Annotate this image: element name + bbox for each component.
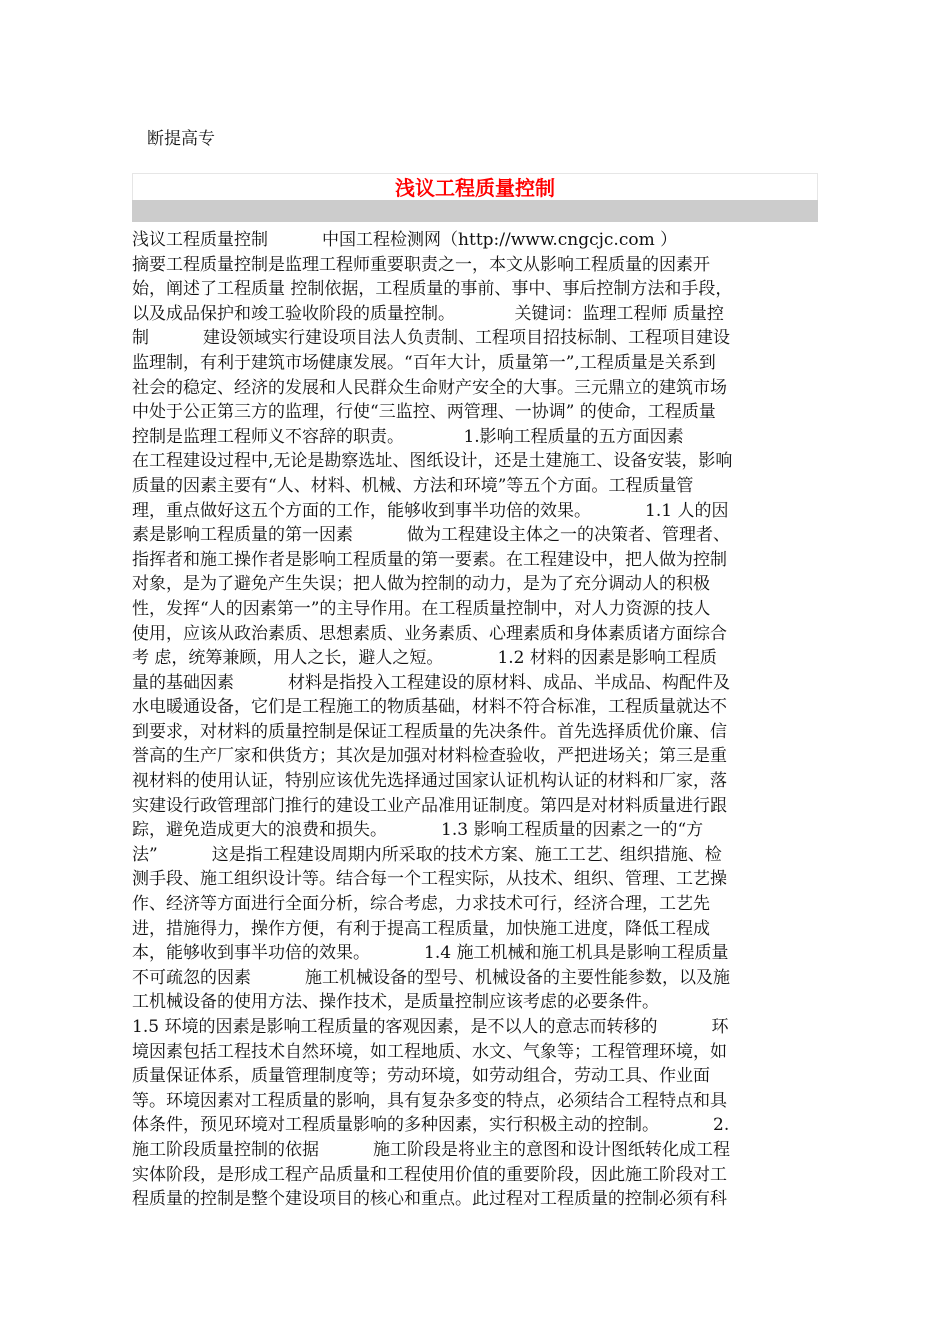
article-line: 质量保证体系，质量管理制度等；劳动环境，如劳动组合，劳动工具、作业面 — [132, 1066, 710, 1087]
article-line: 理，重点做好这五个方面的工作，能够收到事半功倍的效果。 1.1 人的因 — [132, 500, 729, 521]
article-line: 性，发挥“人的因素第一”的主导作用。在工程质量控制中，对人力资源的技人 — [132, 598, 711, 619]
article-line: 踪，避免造成更大的浪费和损失。 1.3 影响工程质量的因素之一的“方 — [132, 820, 704, 841]
article-title-box — [132, 173, 818, 201]
article-line: 到要求，对材料的质量控制是保证工程质量的先决条件。首先选择质优价廉、信 — [132, 721, 727, 742]
article-line: 社会的稳定、经济的发展和人民群众生命财产安全的大事。三元鼎立的建筑市场 — [132, 377, 727, 398]
article-line: 体条件，预见环境对工程质量影响的多种因素，实行积极主动的控制。 2. — [132, 1115, 730, 1136]
article-line: 水电暖通设备，它们是工程施工的物质基础，材料不符合标准，工程质量就达不 — [132, 697, 727, 718]
article-line: 指挥者和施工操作者是影响工程质量的第一要素。在工程建设中，把人做为控制 — [132, 549, 727, 570]
article-line: 程质量的控制是整个建设项目的核心和重点。此过程对工程质量的控制必须有科 — [132, 1189, 727, 1210]
article-line: 对象，是为了避免产生失误；把人做为控制的动力，是为了充分调动人的积极 — [132, 574, 710, 595]
article-line: 摘要工程质量控制是监理工程师重要职责之一，本文从影响工程质量的因素开 — [132, 254, 710, 275]
article-line: 量的基础因素 材料是指投入工程建设的原材料、成品、半成品、构配件及 — [132, 672, 731, 693]
article-line: 不可疏忽的因素 施工机械设备的型号、机械设备的主要性能参数，以及施 — [132, 967, 731, 988]
article-line: 作、经济等方面进行全面分析，综合考虑，力求技术可行，经济合理，工艺先 — [132, 894, 710, 915]
article-line: 以及成品保护和竣工验收阶段的质量控制。 关键词：监理工程师 质量控 — [132, 303, 724, 324]
article-line: 实体阶段，是形成工程产品质量和工程使用价值的重要阶段，因此施工阶段对工 — [132, 1164, 727, 1185]
article-line: 始，阐述了工程质量 控制依据，工程质量的事前、事中、事后控制方法和手段， — [132, 279, 733, 300]
article-line: 法” 这是指工程建设周期内所采取的技术方案、施工工艺、组织措施、检 — [132, 844, 722, 865]
article-line: 测手段、施工组织设计等。结合每一个工程实际，从技术、组织、管理、工艺操 — [132, 869, 727, 890]
article-line: 实建设行政管理部门推行的建设工业产品准用证制度。第四是对材料质量进行跟 — [132, 795, 727, 816]
article-line: 使用，应该从政治素质、思想素质、业务素质、心理素质和身体素质诸方面综合 — [132, 623, 727, 644]
article-body — [132, 228, 818, 1212]
article-line: 进，措施得力，操作方便，有利于提高工程质量，加快施工进度，降低工程成 — [132, 918, 710, 939]
article-line: 视材料的使用认证，特别应该优先选择通过国家认证机构认证的材料和厂家，落 — [132, 771, 727, 792]
article-line: 誉高的生产厂家和供货方；其次是加强对材料检查验收，严把进场关；第三是重 — [132, 746, 727, 767]
article-line: 在工程建设过程中,无论是勘察选址、图纸设计，还是土建施工、设备安装，影响 — [132, 451, 733, 472]
article-line: 1.5 环境的因素是影响工程质量的客观因素，是不以人的意志而转移的 环 — [132, 1017, 729, 1037]
article-line: 工机械设备的使用方法、操作技术，是质量控制应该考虑的必要条件。 — [132, 992, 659, 1013]
article-line: 考 虑，统筹兼顾，用人之长，避人之短。 1.2 材料的因素是影响工程质 — [132, 648, 717, 669]
article-line: 素是影响工程质量的第一因素 做为工程建设主体之一的决策者、管理者、 — [132, 525, 731, 546]
article-line: 本，能够收到事半功倍的效果。 1.4 施工机械和施工机具是影响工程质量 — [132, 943, 729, 964]
article-line: 中处于公正第三方的监理，行使“三监控、两管理、一协调” 的使命，工程质量 — [132, 402, 716, 423]
article-line: 制 建设领域实行建设项目法人负责制、工程项目招技标制、工程项目建设 — [132, 328, 731, 349]
article-line: 等。环境因素对工程质量的影响，具有复杂多变的特点，必须结合工程特点和具 — [132, 1090, 727, 1111]
title-divider-bar — [132, 200, 818, 222]
article-line: 浅议工程质量控制 中国工程检测网（http://www.cngcjc.com ） — [132, 230, 678, 250]
header-fragment: 断提高专 — [147, 129, 215, 149]
article-line: 控制是监理工程师义不容辞的职责。 1.影响工程质量的五方面因素 — [132, 426, 684, 447]
article-line: 质量的因素主要有“人、材料、机械、方法和环境”等五个方面。工程质量管 — [132, 475, 694, 496]
article-line: 境因素包括工程技术自然环境，如工程地质、水文、气象等；工程管理环境，如 — [132, 1041, 727, 1062]
article-title: 浅议工程质量控制 — [395, 176, 555, 200]
article-line: 监理制，有利于建筑市场健康发展。“百年大计，质量第一”,工程质量是关系到 — [132, 352, 716, 373]
article-line: 施工阶段质量控制的依据 施工阶段是将业主的意图和设计图纸转化成工程 — [132, 1139, 731, 1160]
